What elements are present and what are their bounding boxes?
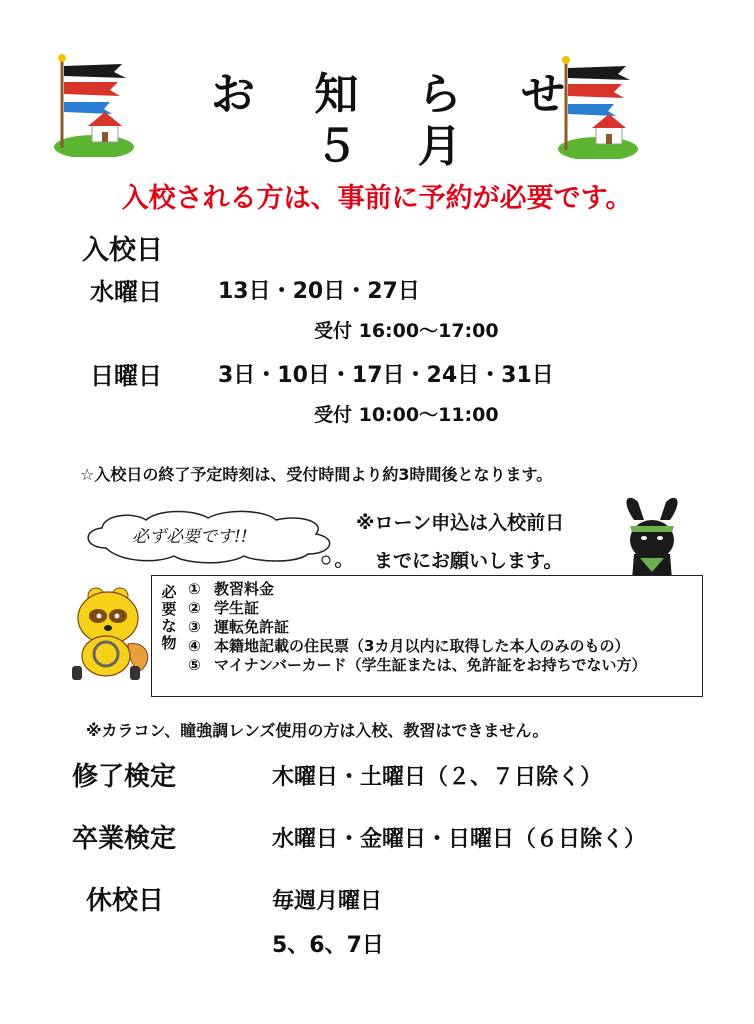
list-item	[188, 599, 646, 618]
completion-exam-value: 木曜日・土曜日（２、７日除く）	[272, 765, 603, 790]
reservation-notice: 入校される方は、事前に予約が必要です。	[121, 183, 633, 214]
item-number: ①	[188, 580, 201, 598]
graduation-exam-value: 水曜日・金曜日・日曜日（６日除く）	[272, 827, 647, 852]
end-time-note: ☆入校日の終了予定時刻は、受付時間より約3時間後となります。	[80, 465, 553, 484]
lens-note: ※カラコン、瞳強調レンズ使用の方は入校、教習はできません。	[86, 721, 549, 740]
requirements-header-char: な	[161, 617, 177, 635]
list-item	[188, 580, 646, 599]
requirements-header	[160, 584, 178, 652]
list-item	[188, 637, 646, 656]
requirements-list	[188, 580, 646, 675]
completion-exam-label: 修了検定	[72, 762, 177, 792]
requirements-header-char: 必	[161, 583, 177, 601]
closed-day-label: 休校日	[86, 886, 165, 916]
item-number: ④	[188, 637, 201, 655]
raccoon-mascot-illustration	[58, 574, 156, 686]
item-text: 運転免許証	[214, 618, 290, 636]
requirements-header-char: 要	[161, 600, 177, 618]
list-item	[188, 618, 646, 637]
item-number: ②	[188, 599, 201, 617]
wednesday-label: 水曜日	[90, 278, 162, 306]
requirements-header-char: 物	[161, 634, 177, 652]
loan-note-line2: までにお願いします。	[374, 550, 563, 572]
item-text: 本籍地記載の住民票（3カ月以内に取得した本人のみのもの）	[214, 637, 630, 655]
item-text: マイナンバーカード（学生証または、免許証をお持ちでない方）	[214, 656, 647, 674]
item-text: 教習料金	[214, 580, 275, 598]
list-item	[188, 656, 646, 675]
item-number: ⑤	[188, 656, 201, 674]
page-title: お 知 ら せ	[211, 69, 587, 120]
graduation-exam-label: 卒業検定	[72, 824, 177, 854]
sunday-dates: 3日・10日・17日・24日・31日	[218, 363, 554, 388]
item-number: ③	[188, 618, 201, 636]
cloud-text: 必ず必要です!!	[132, 527, 248, 547]
page-title-month: ５ 月	[314, 121, 484, 172]
loan-note-line1: ※ローン申込は入校前日	[356, 512, 565, 534]
item-text: 学生証	[214, 599, 260, 617]
sunday-label: 日曜日	[90, 362, 162, 390]
closed-day-value: 毎週月曜日	[272, 889, 383, 914]
admission-heading: 入校日	[82, 235, 163, 266]
closed-day-dates: 5、6、7日	[272, 933, 384, 958]
wednesday-dates: 13日・20日・27日	[218, 279, 420, 304]
sunday-reception: 受付 10:00～11:00	[314, 404, 499, 426]
wednesday-reception: 受付 16:00～17:00	[314, 320, 499, 342]
requirements-box	[151, 575, 703, 697]
